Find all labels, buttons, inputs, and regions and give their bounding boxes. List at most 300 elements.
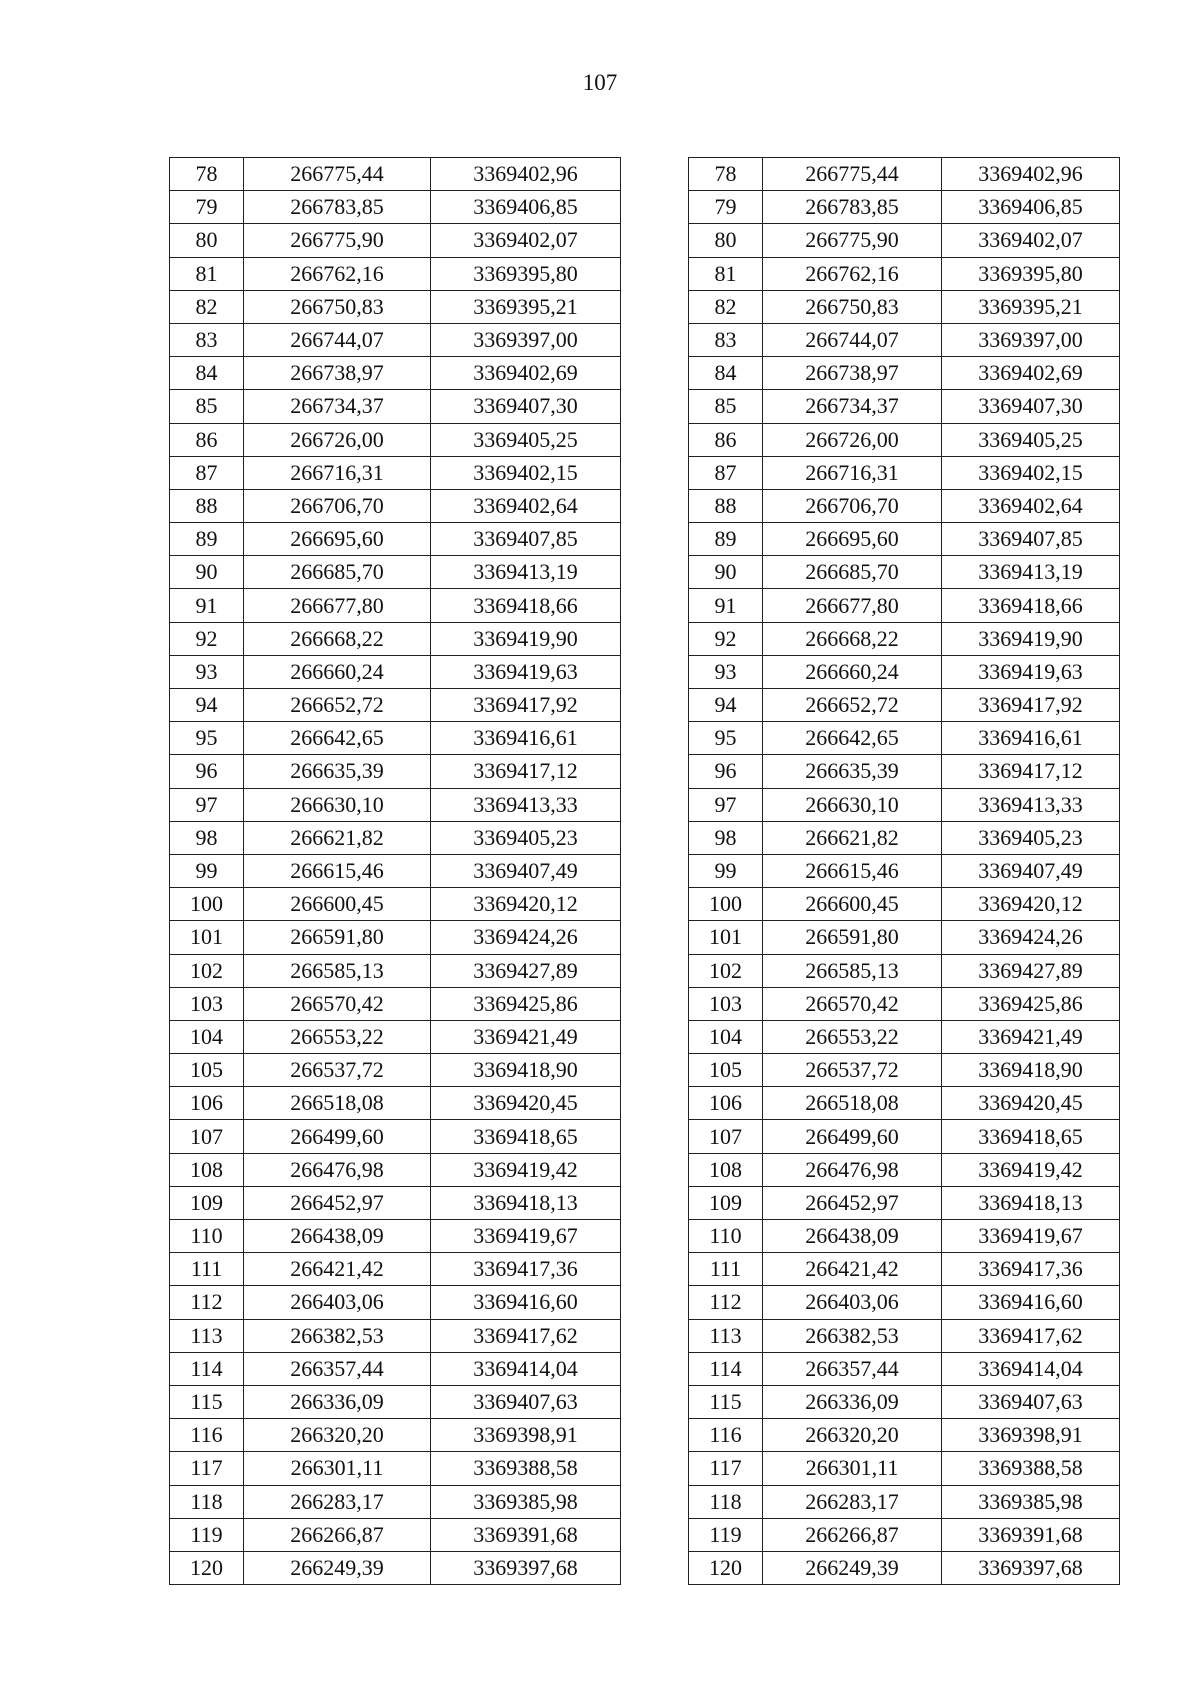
x-coordinate-cell: 266382,53 bbox=[763, 1319, 942, 1352]
point-number-cell: 83 bbox=[170, 323, 244, 356]
point-number-cell: 93 bbox=[689, 655, 763, 688]
x-coordinate-cell: 266249,39 bbox=[763, 1551, 942, 1584]
x-coordinate-cell: 266783,85 bbox=[244, 191, 431, 224]
x-coordinate-cell: 266403,06 bbox=[244, 1286, 431, 1319]
table-row bbox=[170, 224, 621, 257]
x-coordinate-cell: 266382,53 bbox=[244, 1319, 431, 1352]
table-row bbox=[170, 1054, 621, 1087]
y-coordinate-cell: 3369419,42 bbox=[431, 1153, 621, 1186]
y-coordinate-cell: 3369395,21 bbox=[431, 290, 621, 323]
table-row bbox=[689, 921, 1120, 954]
point-number-cell: 79 bbox=[170, 191, 244, 224]
point-number-cell: 103 bbox=[170, 987, 244, 1020]
table-row bbox=[689, 489, 1120, 522]
y-coordinate-cell: 3369402,15 bbox=[942, 456, 1120, 489]
x-coordinate-cell: 266635,39 bbox=[244, 755, 431, 788]
point-number-cell: 110 bbox=[689, 1220, 763, 1253]
y-coordinate-cell: 3369407,30 bbox=[431, 390, 621, 423]
point-number-cell: 91 bbox=[170, 589, 244, 622]
y-coordinate-cell: 3369406,85 bbox=[942, 191, 1120, 224]
y-coordinate-cell: 3369413,19 bbox=[942, 556, 1120, 589]
point-number-cell: 97 bbox=[689, 788, 763, 821]
x-coordinate-cell: 266695,60 bbox=[244, 523, 431, 556]
y-coordinate-cell: 3369419,63 bbox=[431, 655, 621, 688]
x-coordinate-cell: 266775,90 bbox=[763, 224, 942, 257]
y-coordinate-cell: 3369402,96 bbox=[431, 158, 621, 191]
x-coordinate-cell: 266775,44 bbox=[244, 158, 431, 191]
point-number-cell: 98 bbox=[170, 821, 244, 854]
x-coordinate-cell: 266320,20 bbox=[244, 1419, 431, 1452]
point-number-cell: 119 bbox=[170, 1518, 244, 1551]
y-coordinate-cell: 3369417,36 bbox=[942, 1253, 1120, 1286]
x-coordinate-cell: 266726,00 bbox=[763, 423, 942, 456]
y-coordinate-cell: 3369407,85 bbox=[431, 523, 621, 556]
y-coordinate-cell: 3369407,30 bbox=[942, 390, 1120, 423]
table-row bbox=[170, 1253, 621, 1286]
point-number-cell: 92 bbox=[170, 622, 244, 655]
y-coordinate-cell: 3369397,68 bbox=[431, 1551, 621, 1584]
x-coordinate-cell: 266652,72 bbox=[763, 689, 942, 722]
point-number-cell: 90 bbox=[170, 556, 244, 589]
table-row bbox=[170, 390, 621, 423]
x-coordinate-cell: 266775,90 bbox=[244, 224, 431, 257]
table-row bbox=[170, 689, 621, 722]
y-coordinate-cell: 3369427,89 bbox=[942, 954, 1120, 987]
x-coordinate-cell: 266283,17 bbox=[244, 1485, 431, 1518]
point-number-cell: 114 bbox=[689, 1352, 763, 1385]
table-row bbox=[689, 1087, 1120, 1120]
point-number-cell: 120 bbox=[170, 1551, 244, 1584]
point-number-cell: 115 bbox=[689, 1385, 763, 1418]
point-number-cell: 100 bbox=[170, 888, 244, 921]
y-coordinate-cell: 3369402,07 bbox=[431, 224, 621, 257]
point-number-cell: 109 bbox=[689, 1186, 763, 1219]
table-row bbox=[689, 954, 1120, 987]
table-row bbox=[689, 523, 1120, 556]
table-row bbox=[689, 556, 1120, 589]
x-coordinate-cell: 266706,70 bbox=[244, 489, 431, 522]
x-coordinate-cell: 266476,98 bbox=[763, 1153, 942, 1186]
x-coordinate-cell: 266668,22 bbox=[763, 622, 942, 655]
y-coordinate-cell: 3369398,91 bbox=[431, 1419, 621, 1452]
table-row bbox=[689, 1186, 1120, 1219]
point-number-cell: 88 bbox=[170, 489, 244, 522]
y-coordinate-cell: 3369420,45 bbox=[942, 1087, 1120, 1120]
point-number-cell: 113 bbox=[170, 1319, 244, 1352]
y-coordinate-cell: 3369391,68 bbox=[942, 1518, 1120, 1551]
point-number-cell: 104 bbox=[170, 1020, 244, 1053]
table-row bbox=[170, 456, 621, 489]
y-coordinate-cell: 3369405,23 bbox=[942, 821, 1120, 854]
x-coordinate-cell: 266591,80 bbox=[244, 921, 431, 954]
table-row bbox=[689, 158, 1120, 191]
x-coordinate-cell: 266685,70 bbox=[763, 556, 942, 589]
y-coordinate-cell: 3369397,00 bbox=[942, 323, 1120, 356]
x-coordinate-cell: 266660,24 bbox=[244, 655, 431, 688]
table-row bbox=[689, 323, 1120, 356]
x-coordinate-cell: 266553,22 bbox=[244, 1020, 431, 1053]
x-coordinate-cell: 266301,11 bbox=[244, 1452, 431, 1485]
y-coordinate-cell: 3369416,60 bbox=[942, 1286, 1120, 1319]
point-number-cell: 113 bbox=[689, 1319, 763, 1352]
y-coordinate-cell: 3369418,13 bbox=[431, 1186, 621, 1219]
point-number-cell: 111 bbox=[170, 1253, 244, 1286]
point-number-cell: 106 bbox=[689, 1087, 763, 1120]
point-number-cell: 110 bbox=[170, 1220, 244, 1253]
table-row bbox=[689, 257, 1120, 290]
table-row bbox=[170, 1352, 621, 1385]
y-coordinate-cell: 3369419,67 bbox=[431, 1220, 621, 1253]
table-row bbox=[170, 1186, 621, 1219]
table-row bbox=[170, 1020, 621, 1053]
y-coordinate-cell: 3369391,68 bbox=[431, 1518, 621, 1551]
y-coordinate-cell: 3369417,62 bbox=[942, 1319, 1120, 1352]
table-row bbox=[689, 1319, 1120, 1352]
y-coordinate-cell: 3369416,61 bbox=[942, 722, 1120, 755]
x-coordinate-cell: 266677,80 bbox=[244, 589, 431, 622]
y-coordinate-cell: 3369388,58 bbox=[431, 1452, 621, 1485]
table-row bbox=[689, 357, 1120, 390]
y-coordinate-cell: 3369413,33 bbox=[431, 788, 621, 821]
x-coordinate-cell: 266668,22 bbox=[244, 622, 431, 655]
y-coordinate-cell: 3369402,64 bbox=[942, 489, 1120, 522]
point-number-cell: 87 bbox=[689, 456, 763, 489]
y-coordinate-cell: 3369421,49 bbox=[431, 1020, 621, 1053]
point-number-cell: 84 bbox=[689, 357, 763, 390]
y-coordinate-cell: 3369417,92 bbox=[431, 689, 621, 722]
x-coordinate-cell: 266762,16 bbox=[763, 257, 942, 290]
table-row bbox=[170, 755, 621, 788]
y-coordinate-cell: 3369417,36 bbox=[431, 1253, 621, 1286]
x-coordinate-cell: 266266,87 bbox=[244, 1518, 431, 1551]
point-number-cell: 82 bbox=[689, 290, 763, 323]
y-coordinate-cell: 3369402,69 bbox=[431, 357, 621, 390]
point-number-cell: 91 bbox=[689, 589, 763, 622]
point-number-cell: 102 bbox=[689, 954, 763, 987]
point-number-cell: 102 bbox=[170, 954, 244, 987]
y-coordinate-cell: 3369427,89 bbox=[431, 954, 621, 987]
table-row bbox=[689, 854, 1120, 887]
table-row bbox=[689, 1120, 1120, 1153]
point-number-cell: 90 bbox=[689, 556, 763, 589]
table-row bbox=[170, 722, 621, 755]
table-row bbox=[170, 1485, 621, 1518]
table-row bbox=[689, 1054, 1120, 1087]
point-number-cell: 120 bbox=[689, 1551, 763, 1584]
table-row bbox=[170, 191, 621, 224]
table-row bbox=[689, 1518, 1120, 1551]
x-coordinate-cell: 266537,72 bbox=[763, 1054, 942, 1087]
table-row bbox=[170, 1087, 621, 1120]
y-coordinate-cell: 3369402,64 bbox=[431, 489, 621, 522]
y-coordinate-cell: 3369407,49 bbox=[431, 854, 621, 887]
y-coordinate-cell: 3369407,63 bbox=[431, 1385, 621, 1418]
x-coordinate-cell: 266750,83 bbox=[763, 290, 942, 323]
y-coordinate-cell: 3369425,86 bbox=[942, 987, 1120, 1020]
table-row bbox=[689, 290, 1120, 323]
y-coordinate-cell: 3369419,42 bbox=[942, 1153, 1120, 1186]
x-coordinate-cell: 266762,16 bbox=[244, 257, 431, 290]
x-coordinate-cell: 266642,65 bbox=[763, 722, 942, 755]
x-coordinate-cell: 266726,00 bbox=[244, 423, 431, 456]
x-coordinate-cell: 266775,44 bbox=[763, 158, 942, 191]
table-row bbox=[689, 689, 1120, 722]
point-number-cell: 115 bbox=[170, 1385, 244, 1418]
point-number-cell: 100 bbox=[689, 888, 763, 921]
table-row bbox=[689, 1153, 1120, 1186]
y-coordinate-cell: 3369407,49 bbox=[942, 854, 1120, 887]
table-row bbox=[170, 788, 621, 821]
y-coordinate-cell: 3369419,90 bbox=[431, 622, 621, 655]
x-coordinate-cell: 266783,85 bbox=[763, 191, 942, 224]
y-coordinate-cell: 3369413,33 bbox=[942, 788, 1120, 821]
point-number-cell: 105 bbox=[689, 1054, 763, 1087]
point-number-cell: 86 bbox=[689, 423, 763, 456]
coordinates-table-body bbox=[170, 158, 621, 1585]
table-row bbox=[689, 390, 1120, 423]
point-number-cell: 92 bbox=[689, 622, 763, 655]
x-coordinate-cell: 266357,44 bbox=[244, 1352, 431, 1385]
x-coordinate-cell: 266537,72 bbox=[244, 1054, 431, 1087]
table-row bbox=[689, 1020, 1120, 1053]
point-number-cell: 112 bbox=[170, 1286, 244, 1319]
x-coordinate-cell: 266630,10 bbox=[763, 788, 942, 821]
y-coordinate-cell: 3369398,91 bbox=[942, 1419, 1120, 1452]
x-coordinate-cell: 266695,60 bbox=[763, 523, 942, 556]
table-row bbox=[170, 290, 621, 323]
table-row bbox=[689, 788, 1120, 821]
point-number-cell: 81 bbox=[689, 257, 763, 290]
x-coordinate-cell: 266553,22 bbox=[763, 1020, 942, 1053]
table-row bbox=[689, 655, 1120, 688]
table-row bbox=[170, 1385, 621, 1418]
y-coordinate-cell: 3369418,65 bbox=[431, 1120, 621, 1153]
point-number-cell: 111 bbox=[689, 1253, 763, 1286]
point-number-cell: 105 bbox=[170, 1054, 244, 1087]
table-row bbox=[170, 1220, 621, 1253]
y-coordinate-cell: 3369402,15 bbox=[431, 456, 621, 489]
table-row bbox=[689, 589, 1120, 622]
y-coordinate-cell: 3369397,00 bbox=[431, 323, 621, 356]
point-number-cell: 107 bbox=[689, 1120, 763, 1153]
y-coordinate-cell: 3369417,62 bbox=[431, 1319, 621, 1352]
y-coordinate-cell: 3369395,80 bbox=[431, 257, 621, 290]
point-number-cell: 107 bbox=[170, 1120, 244, 1153]
x-coordinate-cell: 266744,07 bbox=[763, 323, 942, 356]
y-coordinate-cell: 3369424,26 bbox=[431, 921, 621, 954]
y-coordinate-cell: 3369405,25 bbox=[942, 423, 1120, 456]
point-number-cell: 78 bbox=[170, 158, 244, 191]
x-coordinate-cell: 266403,06 bbox=[763, 1286, 942, 1319]
y-coordinate-cell: 3369402,96 bbox=[942, 158, 1120, 191]
x-coordinate-cell: 266438,09 bbox=[244, 1220, 431, 1253]
coordinates-table-right bbox=[688, 157, 1120, 1585]
y-coordinate-cell: 3369420,45 bbox=[431, 1087, 621, 1120]
y-coordinate-cell: 3369416,61 bbox=[431, 722, 621, 755]
point-number-cell: 104 bbox=[689, 1020, 763, 1053]
point-number-cell: 116 bbox=[689, 1419, 763, 1452]
table-row bbox=[689, 821, 1120, 854]
table-row bbox=[689, 1419, 1120, 1452]
x-coordinate-cell: 266320,20 bbox=[763, 1419, 942, 1452]
table-row bbox=[170, 257, 621, 290]
y-coordinate-cell: 3369418,90 bbox=[431, 1054, 621, 1087]
table-row bbox=[170, 357, 621, 390]
x-coordinate-cell: 266621,82 bbox=[763, 821, 942, 854]
y-coordinate-cell: 3369417,12 bbox=[942, 755, 1120, 788]
point-number-cell: 106 bbox=[170, 1087, 244, 1120]
point-number-cell: 96 bbox=[170, 755, 244, 788]
x-coordinate-cell: 266452,97 bbox=[244, 1186, 431, 1219]
x-coordinate-cell: 266734,37 bbox=[244, 390, 431, 423]
table-row bbox=[170, 589, 621, 622]
table-row bbox=[170, 1153, 621, 1186]
point-number-cell: 97 bbox=[170, 788, 244, 821]
table-row bbox=[170, 158, 621, 191]
table-row bbox=[689, 191, 1120, 224]
table-row bbox=[689, 456, 1120, 489]
point-number-cell: 118 bbox=[689, 1485, 763, 1518]
y-coordinate-cell: 3369418,13 bbox=[942, 1186, 1120, 1219]
y-coordinate-cell: 3369416,60 bbox=[431, 1286, 621, 1319]
page-number: 107 bbox=[582, 70, 618, 95]
x-coordinate-cell: 266301,11 bbox=[763, 1452, 942, 1485]
point-number-cell: 116 bbox=[170, 1419, 244, 1452]
x-coordinate-cell: 266476,98 bbox=[244, 1153, 431, 1186]
table-row bbox=[170, 423, 621, 456]
y-coordinate-cell: 3369424,26 bbox=[942, 921, 1120, 954]
x-coordinate-cell: 266585,13 bbox=[244, 954, 431, 987]
table-row bbox=[170, 1452, 621, 1485]
y-coordinate-cell: 3369388,58 bbox=[942, 1452, 1120, 1485]
point-number-cell: 99 bbox=[689, 854, 763, 887]
point-number-cell: 101 bbox=[170, 921, 244, 954]
table-row bbox=[170, 1286, 621, 1319]
y-coordinate-cell: 3369420,12 bbox=[942, 888, 1120, 921]
point-number-cell: 118 bbox=[170, 1485, 244, 1518]
point-number-cell: 95 bbox=[170, 722, 244, 755]
table-row bbox=[170, 655, 621, 688]
table-row bbox=[170, 921, 621, 954]
point-number-cell: 98 bbox=[689, 821, 763, 854]
point-number-cell: 119 bbox=[689, 1518, 763, 1551]
y-coordinate-cell: 3369414,04 bbox=[942, 1352, 1120, 1385]
table-row bbox=[170, 821, 621, 854]
table-row bbox=[689, 1352, 1120, 1385]
table-row bbox=[170, 622, 621, 655]
x-coordinate-cell: 266585,13 bbox=[763, 954, 942, 987]
table-row bbox=[170, 1419, 621, 1452]
y-coordinate-cell: 3369420,12 bbox=[431, 888, 621, 921]
y-coordinate-cell: 3369385,98 bbox=[942, 1485, 1120, 1518]
x-coordinate-cell: 266621,82 bbox=[244, 821, 431, 854]
point-number-cell: 103 bbox=[689, 987, 763, 1020]
table-row bbox=[689, 622, 1120, 655]
point-number-cell: 87 bbox=[170, 456, 244, 489]
x-coordinate-cell: 266600,45 bbox=[763, 888, 942, 921]
x-coordinate-cell: 266660,24 bbox=[763, 655, 942, 688]
table-row bbox=[170, 854, 621, 887]
point-number-cell: 89 bbox=[689, 523, 763, 556]
x-coordinate-cell: 266652,72 bbox=[244, 689, 431, 722]
point-number-cell: 114 bbox=[170, 1352, 244, 1385]
point-number-cell: 112 bbox=[689, 1286, 763, 1319]
table-row bbox=[170, 954, 621, 987]
x-coordinate-cell: 266421,42 bbox=[763, 1253, 942, 1286]
x-coordinate-cell: 266615,46 bbox=[244, 854, 431, 887]
x-coordinate-cell: 266706,70 bbox=[763, 489, 942, 522]
x-coordinate-cell: 266677,80 bbox=[763, 589, 942, 622]
table-row bbox=[170, 1120, 621, 1153]
point-number-cell: 108 bbox=[689, 1153, 763, 1186]
y-coordinate-cell: 3369418,66 bbox=[942, 589, 1120, 622]
y-coordinate-cell: 3369402,69 bbox=[942, 357, 1120, 390]
point-number-cell: 83 bbox=[689, 323, 763, 356]
x-coordinate-cell: 266499,60 bbox=[244, 1120, 431, 1153]
table-row bbox=[170, 556, 621, 589]
point-number-cell: 99 bbox=[170, 854, 244, 887]
y-coordinate-cell: 3369419,67 bbox=[942, 1220, 1120, 1253]
x-coordinate-cell: 266642,65 bbox=[244, 722, 431, 755]
x-coordinate-cell: 266685,70 bbox=[244, 556, 431, 589]
point-number-cell: 79 bbox=[689, 191, 763, 224]
x-coordinate-cell: 266452,97 bbox=[763, 1186, 942, 1219]
table-row bbox=[170, 523, 621, 556]
table-row bbox=[170, 888, 621, 921]
y-coordinate-cell: 3369407,85 bbox=[942, 523, 1120, 556]
table-row bbox=[170, 489, 621, 522]
table-row bbox=[689, 1452, 1120, 1485]
y-coordinate-cell: 3369402,07 bbox=[942, 224, 1120, 257]
table-row bbox=[170, 1551, 621, 1584]
x-coordinate-cell: 266738,97 bbox=[244, 357, 431, 390]
y-coordinate-cell: 3369405,23 bbox=[431, 821, 621, 854]
x-coordinate-cell: 266266,87 bbox=[763, 1518, 942, 1551]
y-coordinate-cell: 3369407,63 bbox=[942, 1385, 1120, 1418]
y-coordinate-cell: 3369397,68 bbox=[942, 1551, 1120, 1584]
y-coordinate-cell: 3369413,19 bbox=[431, 556, 621, 589]
point-number-cell: 84 bbox=[170, 357, 244, 390]
table-row bbox=[689, 755, 1120, 788]
x-coordinate-cell: 266499,60 bbox=[763, 1120, 942, 1153]
y-coordinate-cell: 3369418,65 bbox=[942, 1120, 1120, 1153]
x-coordinate-cell: 266570,42 bbox=[244, 987, 431, 1020]
point-number-cell: 94 bbox=[689, 689, 763, 722]
x-coordinate-cell: 266336,09 bbox=[244, 1385, 431, 1418]
x-coordinate-cell: 266421,42 bbox=[244, 1253, 431, 1286]
point-number-cell: 101 bbox=[689, 921, 763, 954]
y-coordinate-cell: 3369414,04 bbox=[431, 1352, 621, 1385]
x-coordinate-cell: 266744,07 bbox=[244, 323, 431, 356]
table-row bbox=[689, 423, 1120, 456]
table-row bbox=[689, 722, 1120, 755]
y-coordinate-cell: 3369425,86 bbox=[431, 987, 621, 1020]
y-coordinate-cell: 3369417,12 bbox=[431, 755, 621, 788]
x-coordinate-cell: 266734,37 bbox=[763, 390, 942, 423]
x-coordinate-cell: 266600,45 bbox=[244, 888, 431, 921]
table-row bbox=[689, 888, 1120, 921]
y-coordinate-cell: 3369418,66 bbox=[431, 589, 621, 622]
point-number-cell: 109 bbox=[170, 1186, 244, 1219]
x-coordinate-cell: 266716,31 bbox=[244, 456, 431, 489]
y-coordinate-cell: 3369418,90 bbox=[942, 1054, 1120, 1087]
x-coordinate-cell: 266750,83 bbox=[244, 290, 431, 323]
y-coordinate-cell: 3369421,49 bbox=[942, 1020, 1120, 1053]
y-coordinate-cell: 3369395,21 bbox=[942, 290, 1120, 323]
x-coordinate-cell: 266518,08 bbox=[244, 1087, 431, 1120]
table-row bbox=[689, 1551, 1120, 1584]
point-number-cell: 96 bbox=[689, 755, 763, 788]
